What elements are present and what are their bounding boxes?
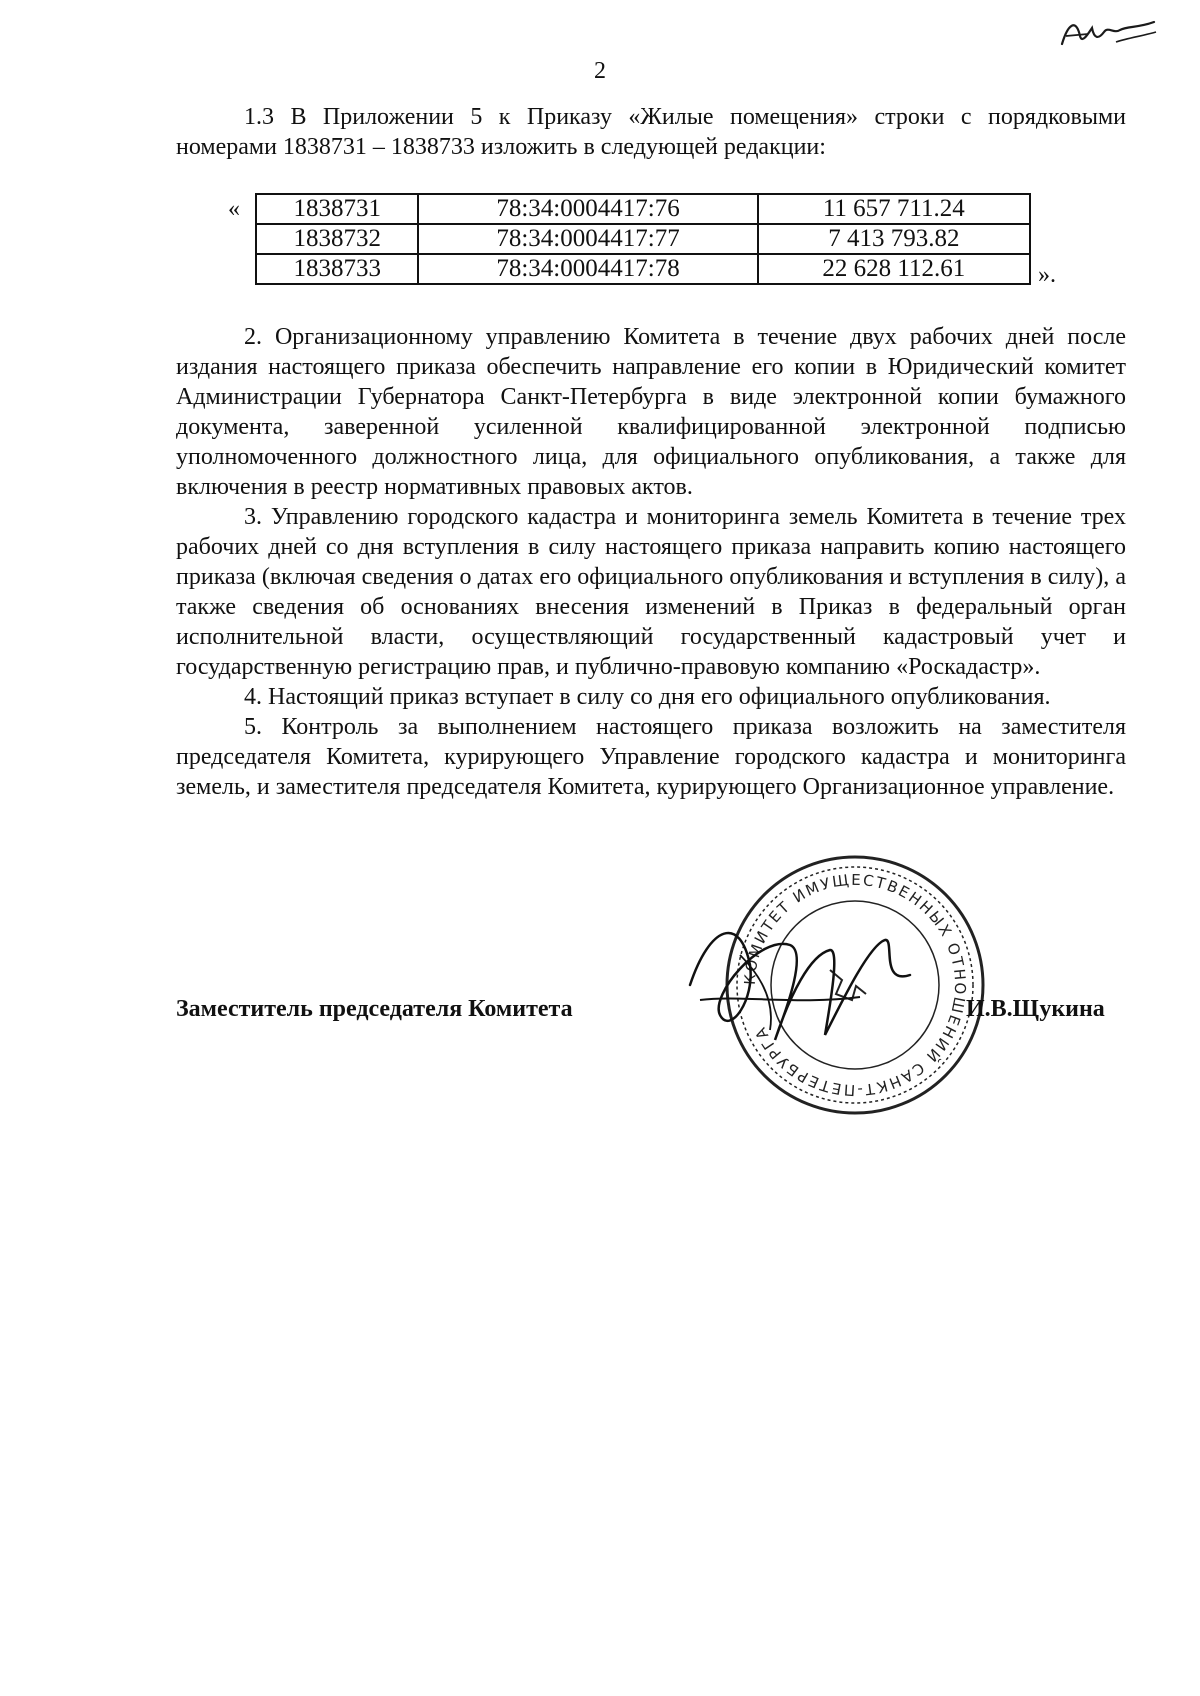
handwritten-signature xyxy=(680,905,930,1055)
cadastral-number-cell: 78:34:0004417:76 xyxy=(418,194,757,224)
table-quote-open: « xyxy=(228,196,240,222)
handwritten-initials xyxy=(1058,14,1158,50)
seal-legend: КОМИТЕТ ИМУЩЕСТВЕННЫХ ОТНОШЕНИЙ САНКТ-ПЕТЕРБУРГА xyxy=(740,870,970,1100)
row-number-cell: 1838733 xyxy=(256,254,418,284)
table-quote-close: ». xyxy=(1038,262,1056,288)
value-cell: 11 657 711.24 xyxy=(758,194,1030,224)
table-row xyxy=(256,254,1030,284)
row-number-cell: 1838732 xyxy=(256,224,418,254)
value-cell: 7 413 793.82 xyxy=(758,224,1030,254)
item-1-3 xyxy=(176,102,1126,162)
order-clauses xyxy=(176,322,1126,802)
cadastral-number-cell: 78:34:0004417:77 xyxy=(418,224,757,254)
clause-5: 5. Контроль за выполнением настоящего приказа возложить на заместителя председателя Комитета, курирующего Управление городского кадастра и мониторинга земель, и заместителя председателя Комитета, курирующего Организационное управление. xyxy=(176,714,1126,800)
clause-2: 2. Организационному управлению Комитета в течение двух рабочих дней после издания настоящего приказа обеспечить направление его копии в Юридический комитет Администрации Губернатора Санкт-Петербурга в виде электронной копии бумажного документа, заверенной усиленной квалифицированной электронной подписью уполномоченного должностного лица, для официального опубликования, а также для включения в реестр нормативных правовых актов. xyxy=(176,324,1126,500)
row-number-cell: 1838731 xyxy=(256,194,418,224)
value-cell: 22 628 112.61 xyxy=(758,254,1030,284)
replacement-rows-table xyxy=(255,193,1031,285)
item-1-3-text: 1.3 В Приложении 5 к Приказу «Жилые помещения» строки с порядковыми номерами 1838731 – 1838733 изложить в следующей редакции: xyxy=(176,104,1126,160)
page-number: 2 xyxy=(594,58,606,84)
clause-4: 4. Настоящий приказ вступает в силу со дня его официального опубликования. xyxy=(244,684,1051,710)
table-row xyxy=(256,224,1030,254)
clause-3: 3. Управлению городского кадастра и мониторинга земель Комитета в течение трех рабочих дней со дня вступления в силу настоящего приказа направить копию настоящего приказа (включая сведения о датах его официального опубликования и вступления в силу), а также сведения об основаниях внесения изменений в Приказ в федеральный орган исполнительной власти, осуществляющий государственный кадастровый учет и государственную регистрацию прав, и публично-правовую компанию «Роскадастр». xyxy=(176,504,1126,680)
signer-name: И.В.Щукина xyxy=(966,996,1105,1022)
cadastral-number-cell: 78:34:0004417:78 xyxy=(418,254,757,284)
signer-title: Заместитель председателя Комитета xyxy=(176,996,573,1022)
table-row xyxy=(256,194,1030,224)
